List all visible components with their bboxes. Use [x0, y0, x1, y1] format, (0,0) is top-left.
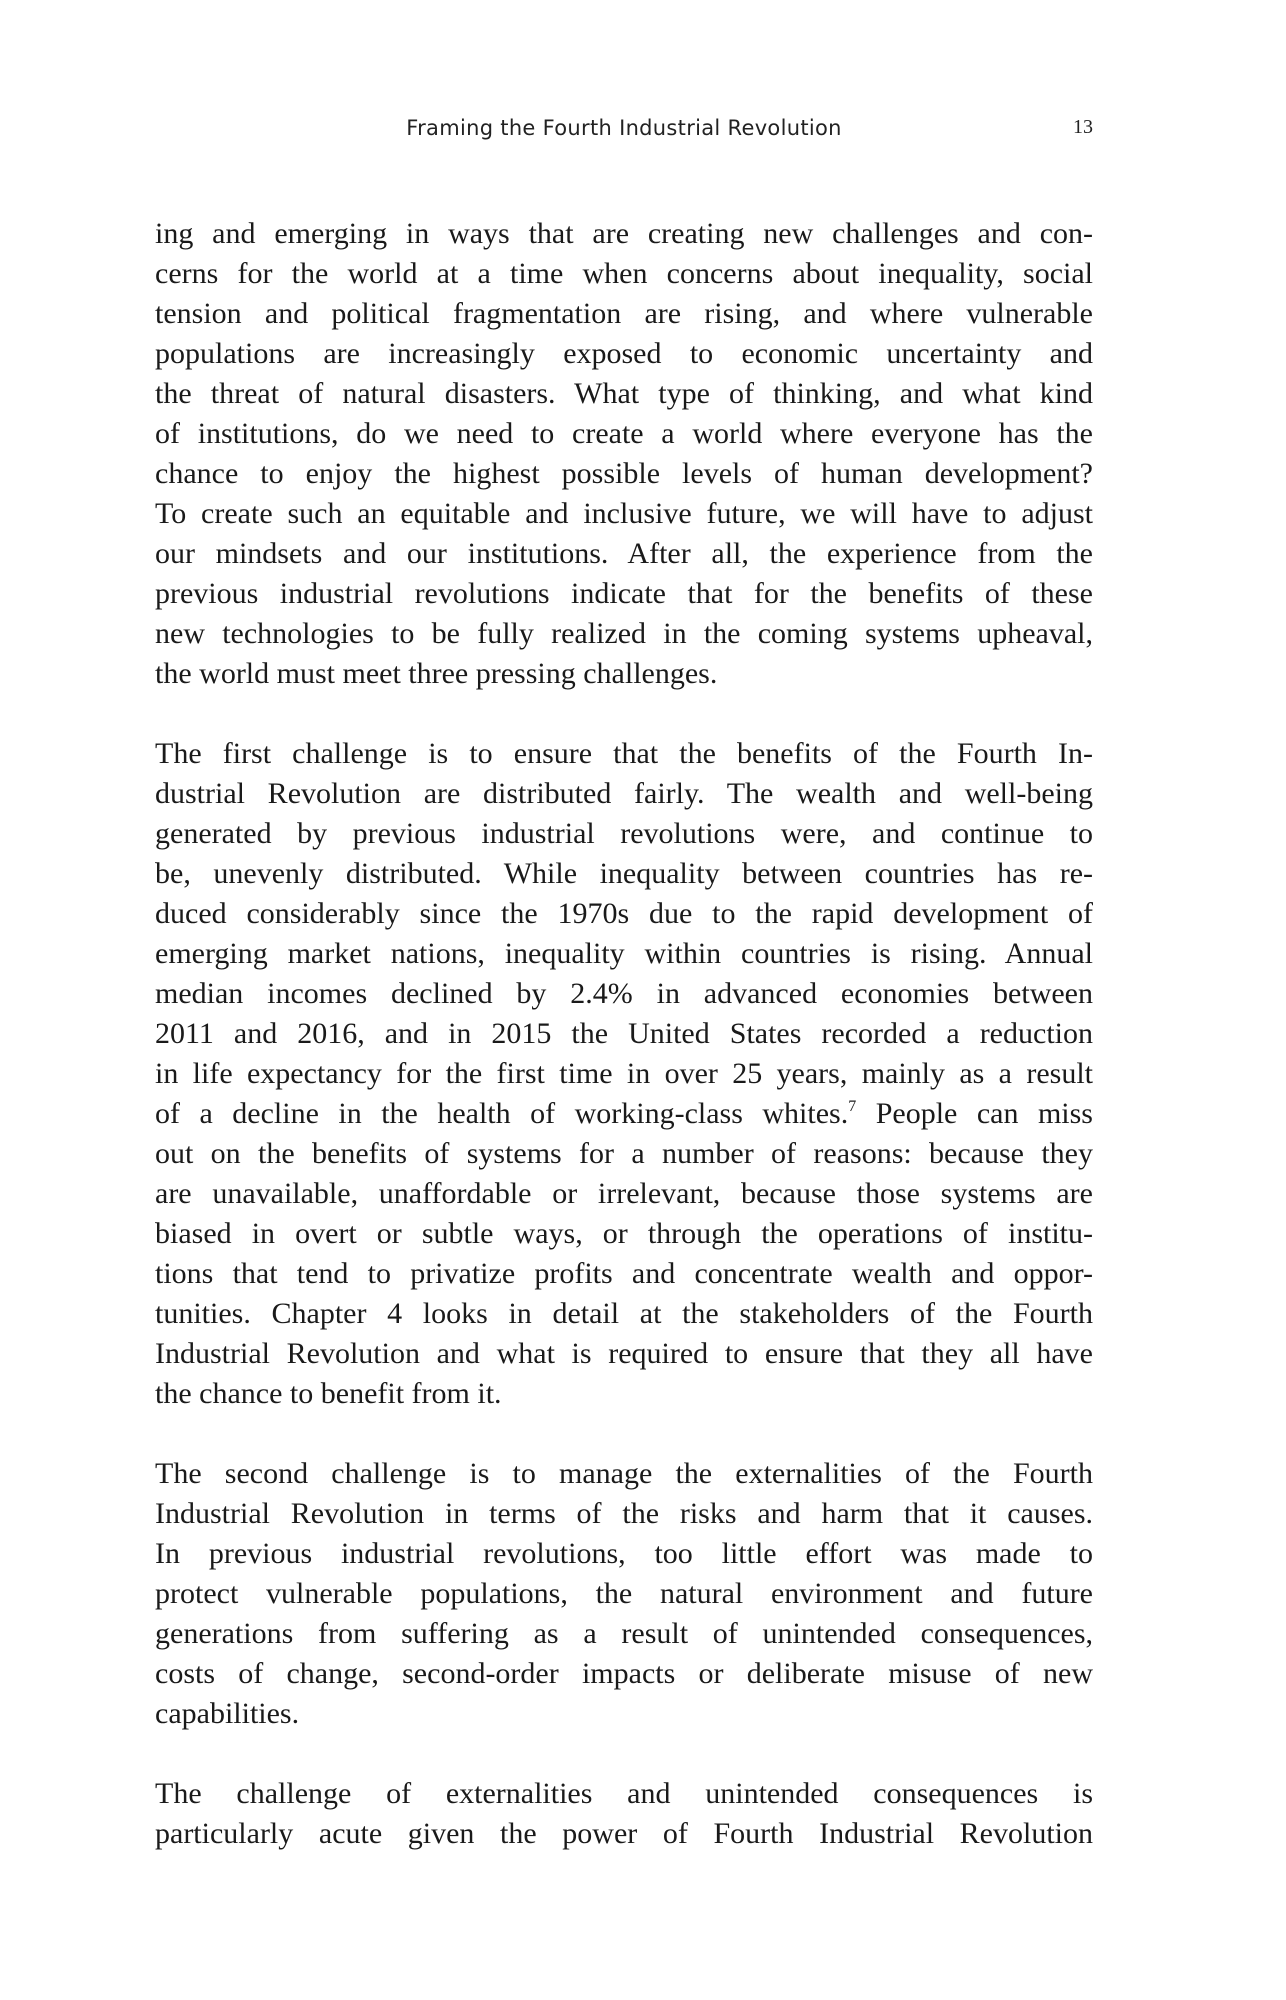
text-line: particularly acute given the power of Fourth Industrial Revolution	[155, 1817, 1093, 1850]
text-line: be, unevenly distributed. While inequality between countries has re-	[155, 857, 1093, 890]
text-line: cerns for the world at a time when concerns about inequality, social	[155, 257, 1093, 290]
text-line: in life expectancy for the first time in over 25 years, mainly as a result	[155, 1057, 1093, 1090]
text-line: the chance to benefit from it.	[155, 1377, 502, 1410]
text-line: populations are increasingly exposed to economic uncertainty and	[155, 337, 1093, 370]
text-line: dustrial Revolution are distributed fairly. The wealth and well-being	[155, 777, 1093, 810]
page-number: 13	[1073, 116, 1093, 138]
text-line: previous industrial revolutions indicate that for the benefits of these	[155, 577, 1093, 610]
paragraph	[155, 1774, 1093, 1854]
text-line: In previous industrial revolutions, too little effort was made to	[155, 1537, 1093, 1570]
text-line: tension and political fragmentation are rising, and where vulnerable	[155, 297, 1093, 330]
text-line: ing and emerging in ways that are creating new challenges and con-	[155, 217, 1093, 250]
paragraph	[155, 214, 1093, 694]
text-line: our mindsets and our institutions. After all, the experience from the	[155, 537, 1093, 570]
text-line: out on the benefits of systems for a number of reasons: because they	[155, 1137, 1093, 1170]
text-line: the world must meet three pressing challenges.	[155, 657, 718, 690]
text-line: The challenge of externalities and unintended consequences is	[155, 1777, 1093, 1810]
body-text	[155, 214, 1093, 1894]
text-line: protect vulnerable populations, the natural environment and future	[155, 1577, 1093, 1610]
text-line: capabilities.	[155, 1697, 300, 1730]
text-line: emerging market nations, inequality within countries is rising. Annual	[155, 937, 1093, 970]
text-line: 2011 and 2016, and in 2015 the United States recorded a reduction	[155, 1017, 1093, 1050]
footnote-reference: 7	[848, 1098, 857, 1115]
text-line: chance to enjoy the highest possible levels of human development?	[155, 457, 1093, 490]
text-line: tions that tend to privatize profits and concentrate wealth and oppor-	[155, 1257, 1093, 1290]
text-line: generations from suffering as a result of unintended consequences,	[155, 1617, 1093, 1650]
text-line	[155, 1094, 1093, 1134]
text-segment: of a decline in the health of working-class whites.	[155, 1097, 849, 1130]
text-line: duced considerably since the 1970s due to the rapid development of	[155, 897, 1093, 930]
paragraph	[155, 734, 1093, 1414]
text-line: biased in overt or subtle ways, or through the operations of institu-	[155, 1217, 1093, 1250]
text-line: median incomes declined by 2.4% in advanced economies between	[155, 977, 1093, 1010]
paragraph	[155, 1454, 1093, 1734]
text-line: of institutions, do we need to create a world where everyone has the	[155, 417, 1093, 450]
text-line: generated by previous industrial revolutions were, and continue to	[155, 817, 1093, 850]
text-line: tunities. Chapter 4 looks in detail at the stakeholders of the Fourth	[155, 1297, 1093, 1330]
text-line: Industrial Revolution in terms of the risks and harm that it causes.	[155, 1497, 1093, 1530]
text-line: the threat of natural disasters. What type of thinking, and what kind	[155, 377, 1093, 410]
text-line: new technologies to be fully realized in the coming systems upheaval,	[155, 617, 1093, 650]
text-line: costs of change, second-order impacts or deliberate misuse of new	[155, 1657, 1093, 1690]
text-line: The second challenge is to manage the externalities of the Fourth	[155, 1457, 1093, 1490]
text-line: The first challenge is to ensure that the benefits of the Fourth In-	[155, 737, 1093, 770]
text-line: To create such an equitable and inclusive future, we will have to adjust	[155, 497, 1093, 530]
running-title: Framing the Fourth Industrial Revolution	[406, 116, 842, 140]
text-segment: People can miss	[856, 1097, 1093, 1130]
page-header	[155, 116, 1093, 150]
text-line: Industrial Revolution and what is required to ensure that they all have	[155, 1337, 1093, 1370]
text-line: are unavailable, unaffordable or irrelevant, because those systems are	[155, 1177, 1093, 1210]
